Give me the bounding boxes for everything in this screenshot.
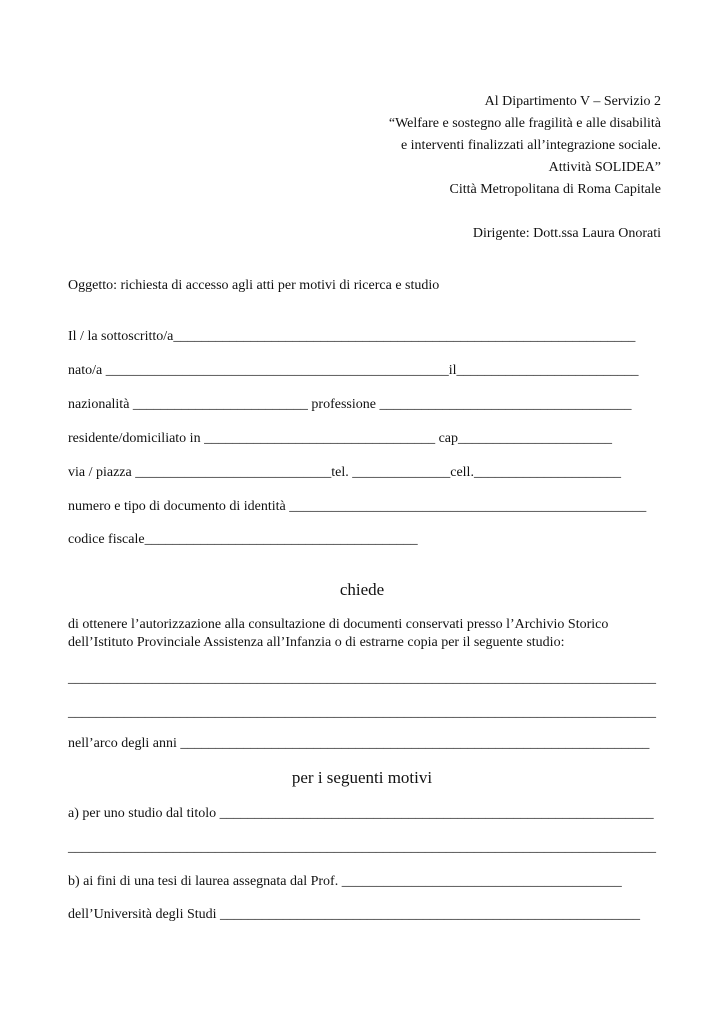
field-via-tel-cell[interactable]: via / piazza ____________________________tel. ______________cell._____________________: [68, 465, 621, 480]
field-sottoscritto[interactable]: Il / la sottoscritto/a__________________________________________________________________: [68, 329, 636, 344]
chiede-paragraph: [68, 616, 668, 652]
field-nazionalita-professione[interactable]: nazionalità _________________________ professione ____________________________________: [68, 397, 632, 412]
chiede-paragraph-line-1: di ottenere l’autorizzazione alla consultazione di documenti conservati presso l’Archivio Storico: [68, 617, 609, 632]
field-codice-fiscale[interactable]: codice fiscale_______________________________________: [68, 532, 418, 547]
chiede-paragraph-line-2: dell’Istituto Provinciale Assistenza all’Infanzia o di estrarne copia per il seguente studio:: [68, 635, 565, 650]
field-nato-il[interactable]: nato/a _________________________________________________il__________________________: [68, 363, 639, 378]
recipient-line-solidea: Attività SOLIDEA”: [548, 160, 661, 175]
recipient-dirigente: Dirigente: Dott.ssa Laura Onorati: [472, 226, 661, 241]
field-studio-blank-1[interactable]: ____________________________________________________________________________________: [68, 671, 656, 686]
recipient-line-interventi: e interventi finalizzati all’integrazione sociale.: [400, 138, 661, 153]
field-studio-titolo[interactable]: a) per uno studio dal titolo ______________________________________________________________: [68, 806, 654, 821]
field-documento-identita[interactable]: numero e tipo di documento di identità ___________________________________________________: [68, 499, 647, 514]
recipient-address-block: [321, 91, 661, 245]
field-arco-anni[interactable]: nell’arco degli anni ___________________________________________________________________: [68, 736, 650, 751]
field-titolo-blank[interactable]: ____________________________________________________________________________________: [68, 840, 656, 855]
heading-motivi: per i seguenti motivi: [291, 768, 433, 787]
field-residente-cap[interactable]: residente/domiciliato in _________________________________ cap______________________: [68, 431, 613, 446]
recipient-spacer: [321, 201, 661, 223]
recipient-line-welfare: “Welfare e sostegno alle fragilità e alle disabilità: [388, 116, 661, 131]
field-studio-blank-2[interactable]: ____________________________________________________________________________________: [68, 705, 656, 720]
field-universita[interactable]: dell’Università degli Studi ____________________________________________________________: [68, 907, 641, 922]
recipient-line-citta: Città Metropolitana di Roma Capitale: [449, 182, 661, 197]
subject-line: Oggetto: richiesta di accesso agli atti per motivi di ricerca e studio: [68, 278, 440, 293]
field-tesi-prof[interactable]: b) ai fini di una tesi di laurea assegnata dal Prof. ________________________________________: [68, 874, 622, 889]
heading-chiede: chiede: [339, 580, 385, 599]
recipient-line-department: Al Dipartimento V – Servizio 2: [484, 94, 661, 109]
